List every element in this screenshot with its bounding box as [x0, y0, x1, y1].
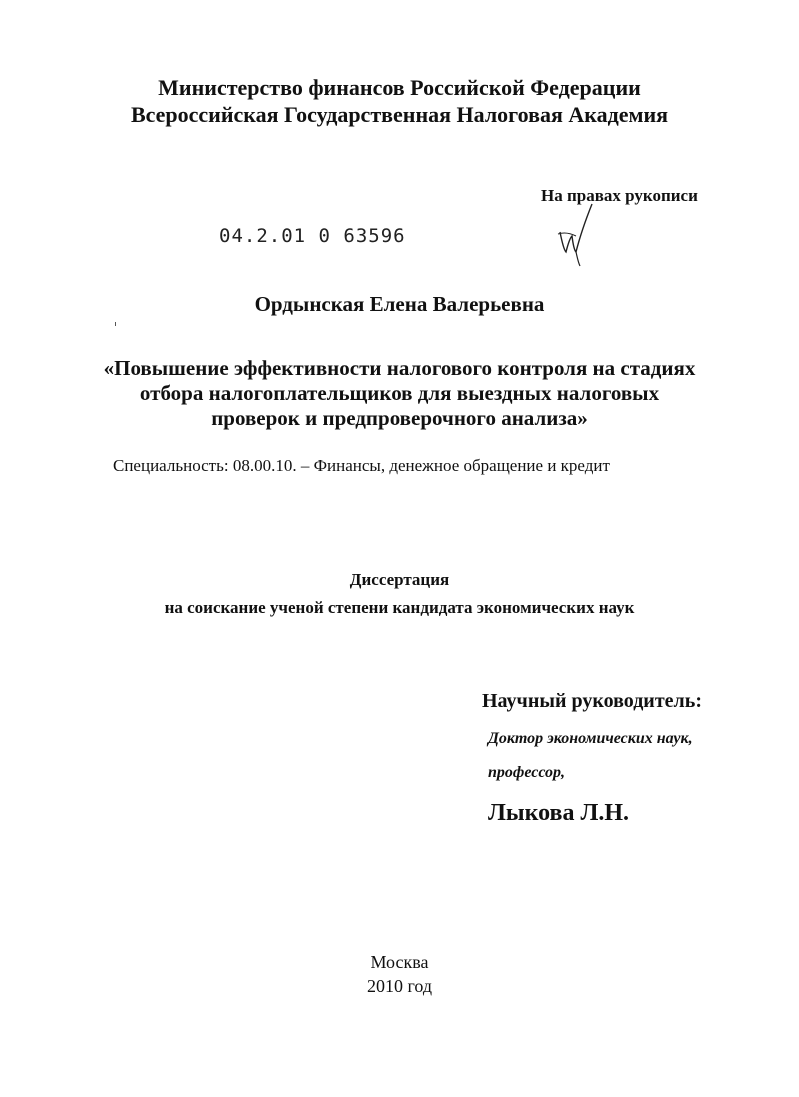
title-line: «Повышение эффективности налогового контроля на стадиях: [103, 356, 696, 380]
specialty: Специальность: 08.00.10. – Финансы, денежное обращение и кредит: [113, 456, 610, 475]
registration-number: 04.2.01 0 63596: [219, 225, 406, 247]
title-line: отбора налогоплательщиков для выездных налоговых: [139, 381, 660, 405]
rights-note: На правах рукописи: [541, 186, 698, 205]
supervisor-degree: Доктор экономических наук,: [488, 730, 693, 747]
author-name: Ордынская Елена Валерьевна: [254, 292, 545, 316]
scan-mark: [115, 322, 116, 326]
dissertation-title: [0, 356, 799, 431]
dissertation-degree: на соискание ученой степени кандидата экономических наук: [164, 598, 635, 617]
supervisor-rank: профессор,: [488, 764, 566, 781]
title-line: проверок и предпроверочного анализа»: [211, 406, 588, 430]
ministry-header: [0, 74, 799, 128]
city: Москва: [370, 952, 429, 972]
dissertation-type: Диссертация: [349, 570, 450, 589]
signature-icon: [546, 198, 606, 268]
academy-name: Всероссийская Государственная Налоговая Академия: [130, 102, 669, 127]
year: 2010 год: [366, 976, 433, 996]
supervisor-name: Лыкова Л.Н.: [488, 800, 630, 826]
supervisor-label: Научный руководитель:: [482, 690, 702, 712]
ministry-name: Министерство финансов Российской Федерации: [158, 75, 641, 100]
